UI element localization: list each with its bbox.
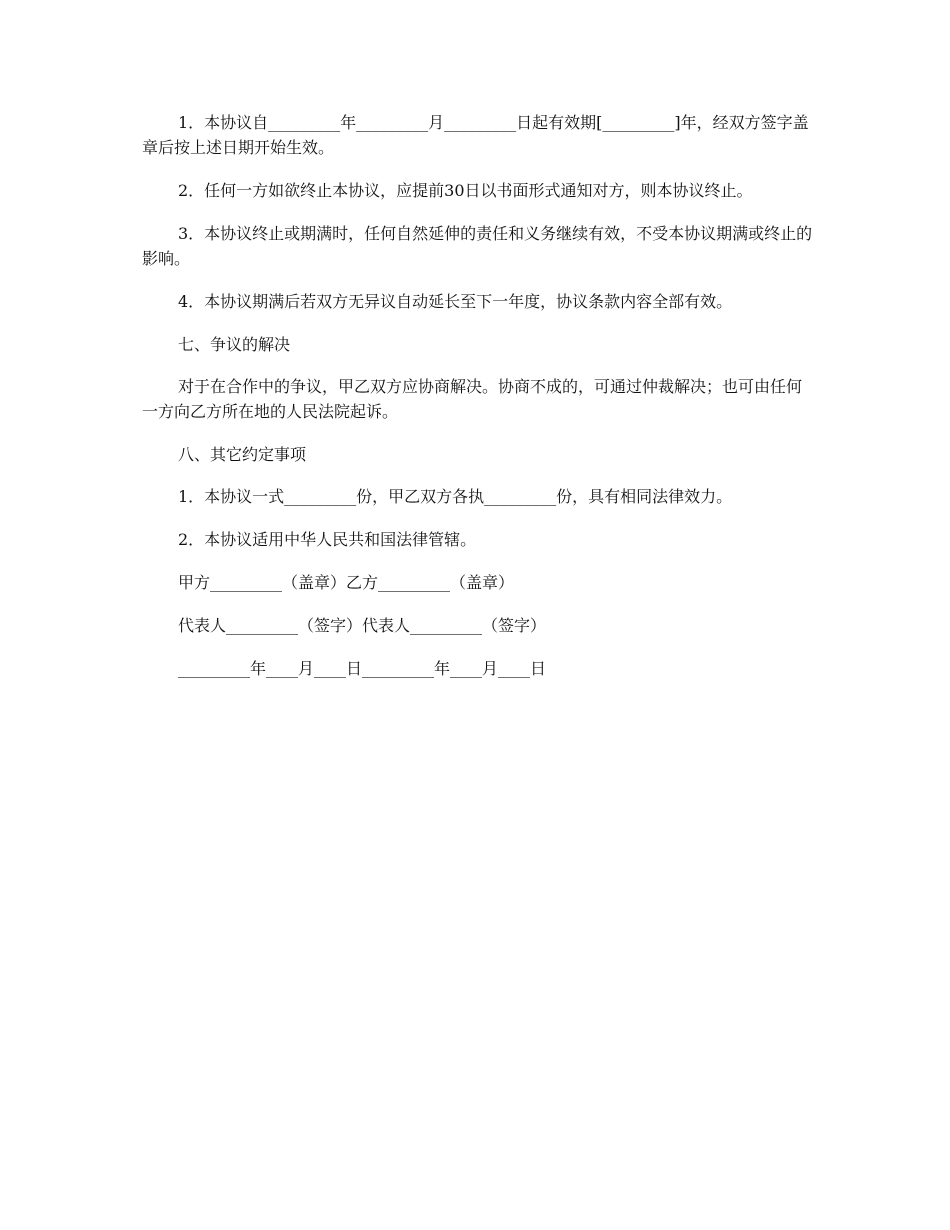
signature-representative-line: 代表人_________（签字）代表人_________（签字）	[178, 616, 547, 635]
dispute-paragraph: 对于在合作中的争议，甲乙双方应协商解决。协商不成的，可通过仲裁解决；也可由任何一方向乙方所在地的人民法院起诉。	[142, 377, 803, 421]
term-4-paragraph: 4．本协议期满后若双方无异议自动延长至下一年度，协议条款内容全部有效。	[178, 292, 733, 311]
term-1-paragraph: 1．本协议自_________年_________月_________日起有效期[_________]年，经双方签字盖章后按上述日期开始生效。	[142, 113, 809, 157]
other-2-paragraph: 2．本协议适用中华人民共和国法律管辖。	[178, 530, 477, 549]
section-8-heading: 八、其它约定事项	[178, 445, 307, 464]
signature-seal-line: 甲方_________（盖章）乙方_________（盖章）	[178, 573, 515, 592]
term-2-paragraph: 2．任何一方如欲终止本协议，应提前30日以书面形式通知对方，则本协议终止。	[178, 181, 753, 200]
term-3-paragraph: 3．本协议终止或期满时，任何自然延伸的责任和义务继续有效，不受本协议期满或终止的影响。	[142, 224, 813, 268]
other-1-paragraph: 1．本协议一式_________份，甲乙双方各执_________份，具有相同法律效力。	[178, 487, 733, 506]
section-7-heading: 七、争议的解决	[178, 335, 291, 354]
document-body	[142, 110, 814, 699]
signature-date-line: _________年____月____日_________年____月____日	[178, 659, 547, 678]
